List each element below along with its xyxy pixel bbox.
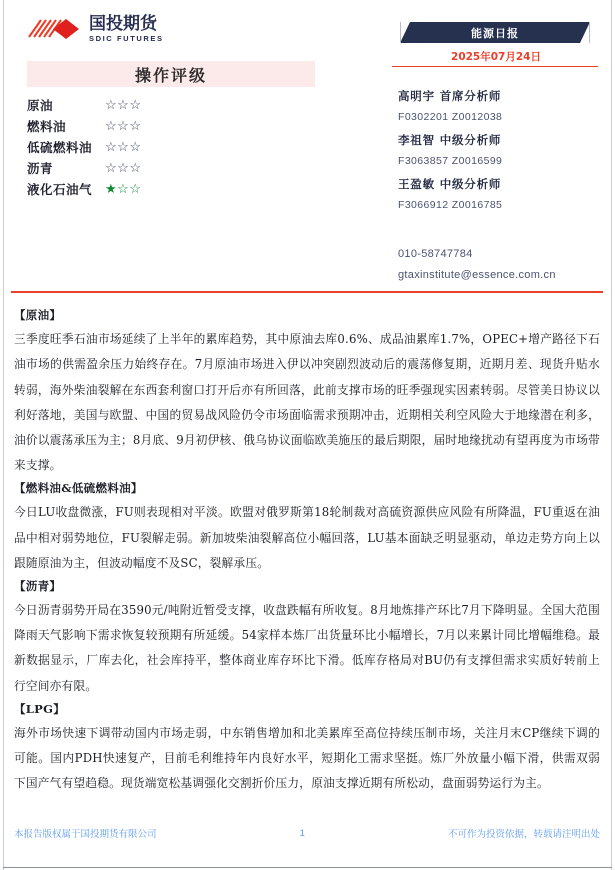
- section-paragraph: 海外市场快速下调带动国内市场走弱，中东销售增加和北美累库至高位持续压制市场，关注月末CP继续下调的可能。国内PDH快速复产，目前毛利维持年内良好水平，短期化工需求坚挺。炼厂外放量小幅下滑，供需双弱下国产气有望趋稳。现货端宽松基调强化交割折价压力，原油支撑近期有所松动，盘面弱势运行为主。: [14, 726, 600, 791]
- analyst-license-code: F3063857 Z0016599: [398, 155, 503, 167]
- page-border-right: [611, 0, 612, 870]
- page-border-left: [3, 0, 4, 870]
- rating-stars: [105, 98, 141, 111]
- section-heading: 【原油】: [14, 308, 62, 322]
- page-border-bottom: [3, 867, 612, 868]
- analyst-name: 李祖智 中级分析师: [398, 133, 502, 147]
- footer-copyright: 本报告版权属于国投期货有限公司: [14, 829, 157, 840]
- rating-panel-header: [27, 61, 315, 87]
- rating-product-name: 液化石油气: [27, 181, 93, 197]
- section-paragraph: 今日沥青弱势开局在3590元/吨附近暂受支撑，收盘跌幅有所收复。8月地炼排产环比7月下降明显。全国大范围降雨天气影响下需求恢复较预期有所延缓。54家样本炼厂出货量环比小幅增长，7月以来累计同比增幅维稳。最新数据显示，厂库去化，社会库持平，整体商业库存环比下滑。低库存格局对BU仍有支撑但需求实质好转前上行空间亦有限。: [14, 603, 600, 693]
- star-empty-icon: ☆: [117, 181, 130, 196]
- analyst-name: 高明宇 首席分析师: [398, 89, 502, 103]
- section-paragraph: 三季度旺季石油市场延续了上半年的累库趋势，其中原油去库0.6%、成品油累库1.7%，OPEC+增产路径下石油市场的供需盈余压力始终存在。7月原油市场进入伊以冲突剧烈波动后的震荡修复期，近期月差、现货升贴水转弱，海外柴油裂解在东西套利窗口打开后亦有所回落，此前支撑市场的旺季强现实因素转弱。尽管美日协议以利好落地，美国与欧盟、中国的贸易战风险仍令市场面临需求预期冲击，近期相关利空风险大于地缘潜在利多，油价以震荡承压为主；8月底、9月初伊核、俄乌协议面临欧美施压的最后期限，届时地缘扰动有望再度为市场带来支撑。: [14, 332, 600, 473]
- star-empty-icon: ☆: [105, 139, 118, 154]
- analyst-license-code: F3066912 Z0016785: [398, 199, 503, 211]
- star-empty-icon: ☆: [117, 160, 130, 175]
- rating-product-name: 原油: [27, 97, 54, 113]
- rating-row: [27, 136, 317, 157]
- rating-row: [27, 157, 317, 178]
- star-empty-icon: ☆: [117, 139, 130, 154]
- report-type-banner: [400, 22, 590, 43]
- section-heading: 【LPG】: [14, 701, 66, 716]
- company-logo: [28, 16, 164, 43]
- analyst-list: [398, 88, 603, 211]
- contact-phone: 010-58747784: [398, 248, 473, 260]
- logo-company-name-en: SDIC FUTURES: [89, 34, 164, 43]
- rating-stars: [105, 182, 141, 195]
- star-empty-icon: ☆: [129, 181, 142, 196]
- rating-product-name: 沥青: [27, 160, 54, 176]
- header-divider-rule: [11, 291, 603, 293]
- star-empty-icon: ☆: [129, 118, 142, 133]
- rating-list: [27, 94, 317, 199]
- rating-row: [27, 178, 317, 199]
- logo-company-name-cn: 国投期货: [89, 14, 157, 34]
- contact-block: [398, 248, 603, 290]
- report-body: [14, 307, 600, 799]
- date-underline: [392, 66, 598, 67]
- star-filled-icon: ★: [105, 181, 118, 196]
- rating-product-name: 低硫燃料油: [27, 139, 93, 155]
- star-empty-icon: ☆: [117, 97, 130, 112]
- rating-panel-title: 操作评级: [134, 65, 207, 85]
- analyst-license-code: F0302201 Z0012038: [398, 111, 503, 123]
- section-paragraph: 今日LU收盘微涨，FU则表现相对平淡。欧盟对俄罗斯第18轮制裁对高硫资源供应风险有所降温，FU重返在油品中相对弱势地位，FU裂解走弱。新加坡柴油裂解高位小幅回落，LU基本面缺乏明显驱动，单边走势方向上以跟随原油为主，但波动幅度不及SC，裂解承压。: [14, 505, 600, 570]
- report-date: 2025年07月24日: [451, 51, 541, 63]
- section-heading: 【沥青】: [14, 578, 62, 593]
- page-footer: [14, 826, 600, 840]
- rating-product-name: 燃料油: [27, 118, 67, 134]
- section-heading: 【燃料油&低硫燃料油】: [14, 481, 143, 496]
- star-empty-icon: ☆: [105, 118, 118, 133]
- rating-stars: [105, 140, 141, 153]
- sdic-diamond-stripes-icon: [28, 16, 82, 42]
- rating-row: [27, 115, 317, 136]
- star-empty-icon: ☆: [117, 118, 130, 133]
- report-type-label: 能源日报: [471, 26, 519, 40]
- star-empty-icon: ☆: [129, 139, 142, 154]
- star-empty-icon: ☆: [105, 160, 118, 175]
- rating-row: [27, 94, 317, 115]
- star-empty-icon: ☆: [129, 97, 142, 112]
- footer-disclaimer: 不可作为投资依据，转载请注明出处: [447, 829, 600, 840]
- analyst-name: 王盈敏 中级分析师: [398, 177, 502, 191]
- star-empty-icon: ☆: [129, 160, 142, 175]
- star-empty-icon: ☆: [105, 97, 118, 112]
- contact-email: gtaxinstitute@essence.com.cn: [398, 269, 556, 281]
- footer-page-number: 1: [299, 827, 305, 839]
- rating-stars: [105, 119, 141, 132]
- rating-stars: [105, 161, 141, 174]
